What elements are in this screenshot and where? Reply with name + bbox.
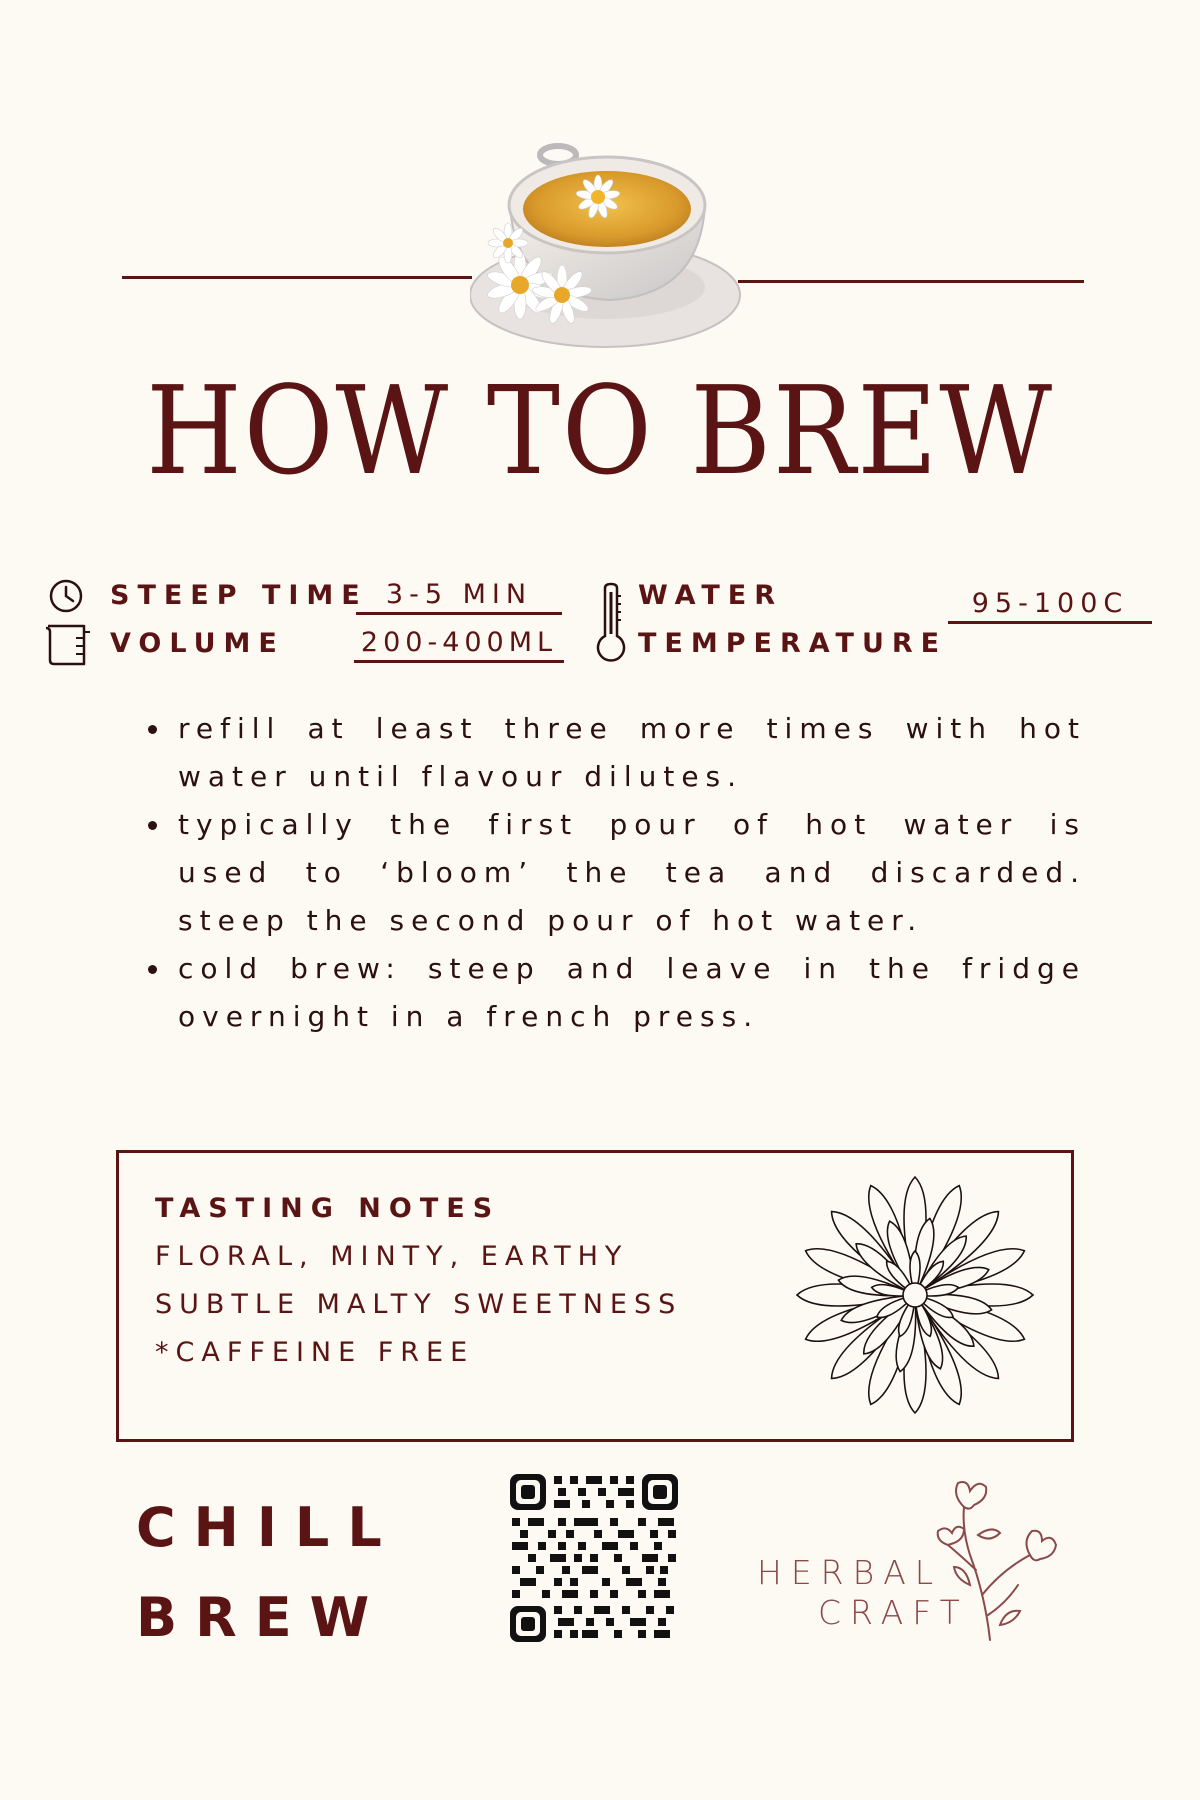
- brand-name-line2: BREW: [136, 1586, 388, 1649]
- header-rule-right: [738, 280, 1084, 283]
- page-title: HOW TO BREW: [146, 360, 1054, 502]
- steep-time-label: STEEP TIME: [110, 580, 368, 611]
- steep-time-value: 3-5 MIN: [356, 579, 562, 615]
- qr-code[interactable]: [508, 1472, 680, 1644]
- instruction-item: refill at least three more times with hot water until flavour dilutes.: [148, 705, 1086, 801]
- chrysanthemum-flower-icon: [765, 1165, 1065, 1425]
- logo-text-line1: HERBAL: [757, 1553, 943, 1592]
- thermometer-icon: [594, 582, 628, 664]
- teacup-illustration: [470, 135, 745, 360]
- volume-label: VOLUME: [110, 628, 285, 659]
- volume-value: 200-400ML: [354, 627, 564, 663]
- tasting-notes-heading: TASTING NOTES: [155, 1193, 501, 1224]
- instruction-item: cold brew: steep and leave in the fridge overnight in a french press.: [148, 945, 1086, 1041]
- header-rule-left: [122, 276, 472, 279]
- tasting-note-line: *CAFFEINE FREE: [155, 1337, 475, 1368]
- brand-name-line1: CHILL: [136, 1496, 400, 1559]
- tasting-note-line: SUBTLE MALTY SWEETNESS: [155, 1289, 683, 1320]
- instruction-item: typically the first pour of hot water is used to ‘bloom’ the tea and discarded. steep the second pour of hot water.: [148, 801, 1086, 945]
- logo-text-line2: CRAFT: [818, 1593, 969, 1632]
- water-temperature-value: 95-100C: [948, 588, 1152, 624]
- tasting-note-line: FLORAL, MINTY, EARTHY: [155, 1241, 629, 1272]
- water-label-line1: WATER: [638, 580, 784, 611]
- clock-icon: [48, 578, 84, 614]
- brew-instructions-list: [148, 705, 1086, 1041]
- herbal-flower-logo-icon: [930, 1475, 1060, 1645]
- water-label-line2: TEMPERATURE: [638, 628, 948, 659]
- measuring-cup-icon: [42, 622, 92, 668]
